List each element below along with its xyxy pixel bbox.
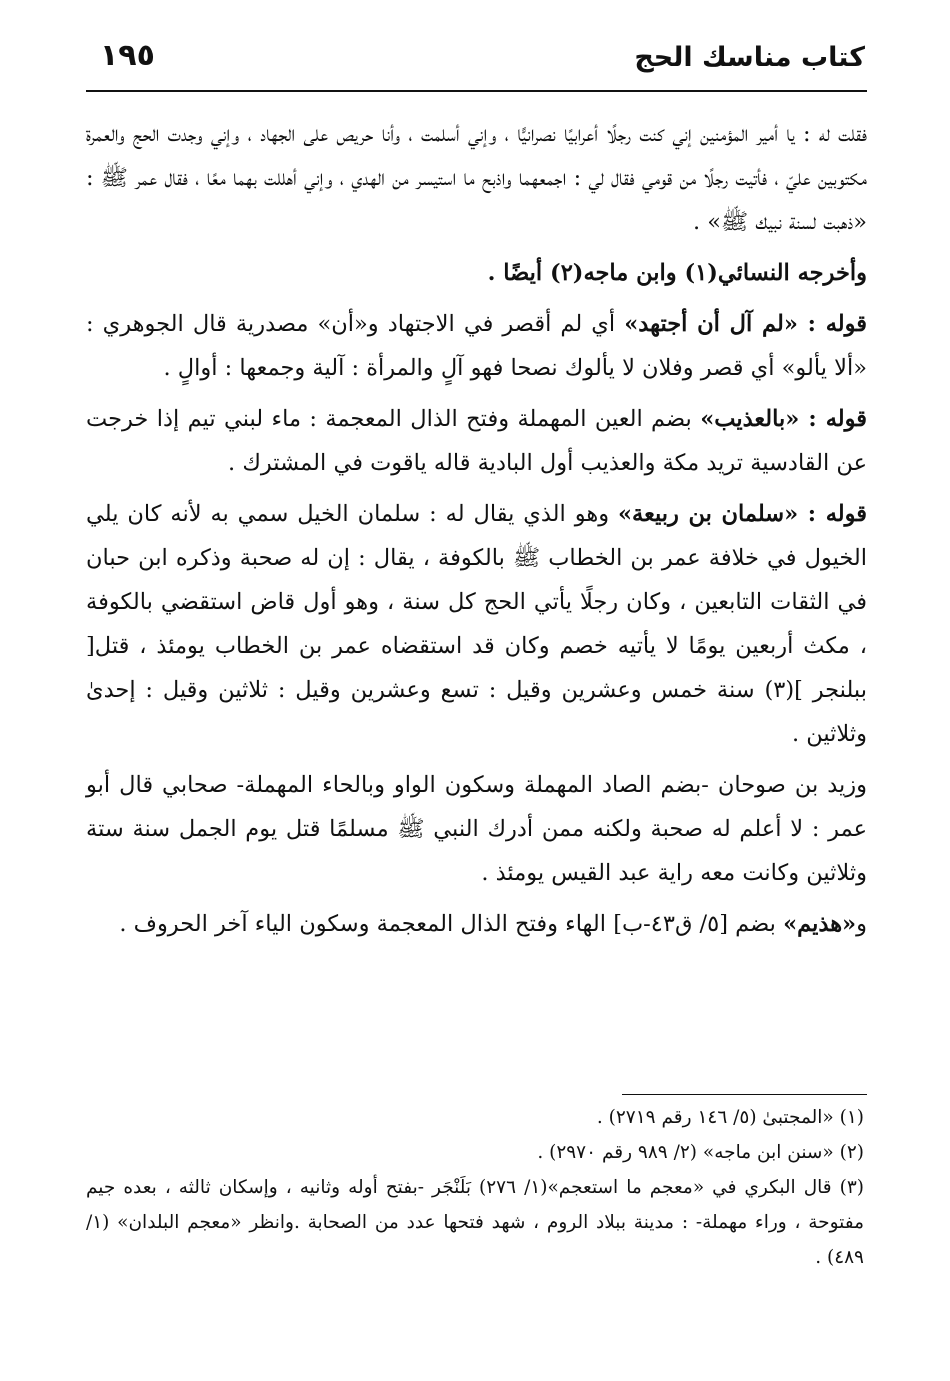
paragraph-6: وزيد بن صوحان -بضم الصاد المهملة وسكون الواو وبالحاء المهملة- صحابي قال أبو عمر : لا أعلم له صحبة ولكنه ممن أدرك النبي ﷺ مسلمًا قتل يوم الجمل سنة ستة وثلاثين وكانت معه راية عبد القيس يومئذ . xyxy=(86,772,867,886)
paragraph-2 xyxy=(86,251,867,295)
paragraph-1: فقلت له : يا أمير المؤمنين إني كنت رجلًا أعرابيًا نصرانيًّا ، وإني أسلمت ، وأنا حريص على الجهاد ، وإني وجدت الحج والعمرة مكتوبين عليّ ، فأتيت رجلًا من قومي فقال لي : اجمعهما واذبح ما استيسر من الهدي ، وإني أهللت بهما معًا ، فقال عمر ﷺ : «ذهبت لسنة نبيك ﷺ» . xyxy=(86,121,867,235)
gloss-text-5a: وهو الذي يقال له : سلمان الخيل سمي به لأنه كان يلي الخيول في خلافة عمر بن الخطاب ﷺ بالكوفة ، يقال : إن له صحبة وذكره ابن حبان في الثقات التابعين ، وكان رجلًا يأتي الحج كل سنة ، وهو أول قاض استقضي بالكوفة ، مكث أربعين يومًا لا يأتيه خصم وكان قد استقضاه عمر بن الخطاب يومئذ ، قتل[ ببلنجر ] xyxy=(86,501,867,703)
gloss-label-4: قوله : «بالعذيب» xyxy=(700,406,868,432)
paragraph-2-bold: وأخرجه النسائي xyxy=(717,260,867,286)
footnote-ref-3: (٣) xyxy=(764,677,795,703)
footnote-ref-2: (٢) xyxy=(550,260,584,286)
main-text xyxy=(86,112,867,946)
page-header xyxy=(86,30,867,92)
page-number: ١٩٥ xyxy=(100,38,155,73)
footnote-2: (٢) «سنن ابن ماجه» (٢/ ٩٨٩ رقم ٢٩٧٠) . xyxy=(537,1142,864,1163)
gloss-label-3: قوله : «لم آل أن أجتهد» xyxy=(624,311,867,337)
gloss-text-3: أي لم أقصر في الاجتهاد و«أن» مصدرية قال الجوهري : «ألا يألو» أي قصر وفلان لا يألوك نصحا فهو آلٍ والمرأة : آلية وجمعها : أوالٍ . xyxy=(86,311,867,381)
paragraph-7 xyxy=(86,902,867,946)
paragraph-2-end: أيضًا . xyxy=(487,260,551,286)
gloss-label-5: قوله : «سلمان بن ربيعة» xyxy=(617,501,867,527)
paragraph-7-prefix: و xyxy=(856,911,867,937)
footnote-ref-1: (١) xyxy=(684,260,718,286)
footnote-1: (١) «المجتبىٰ (٥/ ١٤٦ رقم ٢٧١٩) . xyxy=(596,1107,864,1128)
paragraph-2-mid: وابن ماجه xyxy=(583,260,685,286)
gloss-text-7: بضم [٥/ ق٤٣-ب] الهاء وفتح الذال المعجمة وسكون الياء آخر الحروف . xyxy=(119,911,784,937)
footnote-divider xyxy=(622,1094,867,1095)
footnote-3: (٣) قال البكري في «معجم ما استعجم»(١/ ٢٧٦) بَلَنْجَر -بفتح أوله وثانيه ، وإسكان ثالثه ، بعده جيم مفتوحة ، وراء مهملة- : مدينة ببلاد الروم ، شهد فتحها عدد من الصحابة .وانظر «معجم البلدان» (١/ ٤٨٩) . xyxy=(86,1177,864,1268)
paragraph-5 xyxy=(86,492,867,756)
paragraph-4 xyxy=(86,397,867,485)
gloss-label-7: «هذيم» xyxy=(783,911,857,937)
gloss-text-4: بضم العين المهملة وفتح الذال المعجمة : ماء لبني تيم إذا خرجت عن القادسية تريد مكة والعذيب أول البادية قاله ياقوت في المشترك . xyxy=(86,406,867,476)
footnotes xyxy=(86,1100,864,1275)
paragraph-3 xyxy=(86,302,867,390)
book-title: كتاب مناسك الحج xyxy=(634,42,865,73)
gloss-text-5b: سنة خمس وعشرين وقيل : تسع وعشرين وقيل : ثلاثين وقيل : إحدىٰ وثلاثين . xyxy=(86,677,867,747)
